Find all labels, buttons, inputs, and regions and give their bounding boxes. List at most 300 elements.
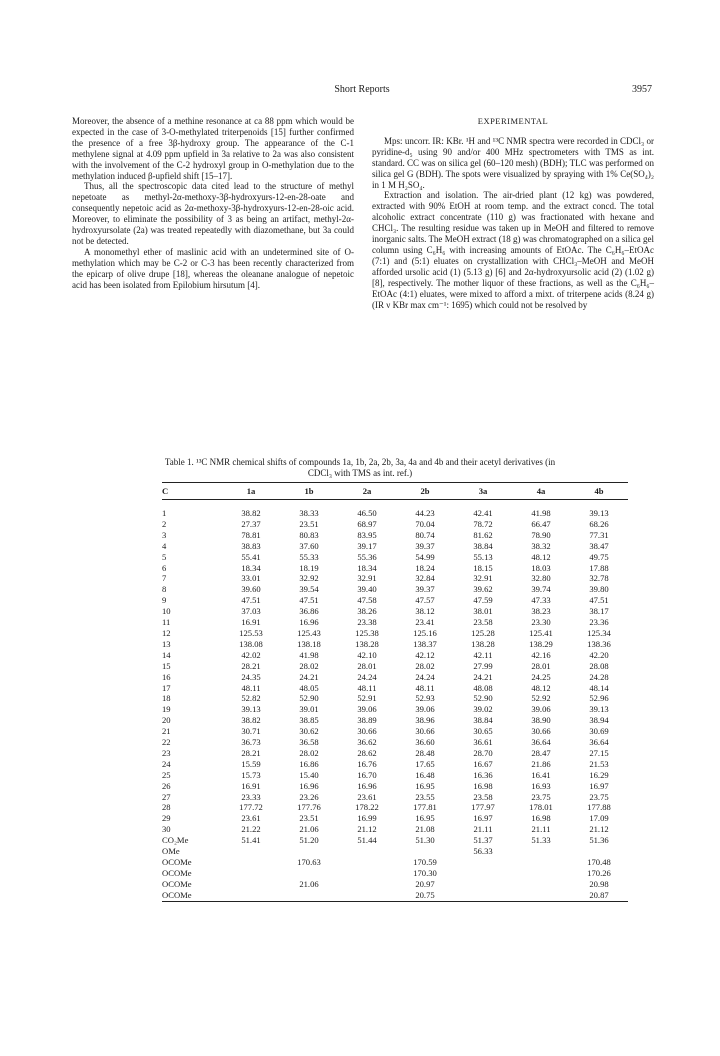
shift-value: 52.82 — [241, 693, 261, 704]
shift-value: 138.18 — [297, 638, 321, 649]
shift-value: 38.96 — [415, 715, 435, 726]
shift-value: 36.86 — [299, 606, 319, 617]
shift-value: 78.81 — [241, 529, 261, 540]
shift-value: 125.38 — [355, 627, 379, 638]
table-row — [162, 584, 628, 595]
shift-value — [222, 890, 280, 901]
shift-value: 15.59 — [241, 758, 261, 769]
shift-value: 16.29 — [589, 769, 609, 780]
shift-value: 28.48 — [415, 747, 435, 758]
shift-value: 16.91 — [241, 780, 261, 791]
carbon-label: 19 — [162, 704, 171, 715]
shift-value: 16.36 — [473, 769, 493, 780]
shift-value: 23.41 — [415, 617, 435, 628]
shift-value: 52.91 — [357, 693, 377, 704]
table-row — [162, 857, 628, 868]
table-row — [162, 530, 628, 541]
shift-value: 23.36 — [589, 617, 609, 628]
shift-value — [280, 846, 338, 857]
shift-value: 18.19 — [299, 562, 319, 573]
table-row — [162, 650, 628, 661]
shift-value: 36.60 — [415, 737, 435, 748]
carbon-label: 24 — [162, 758, 171, 769]
shift-value — [222, 868, 280, 879]
shift-value: 56.33 — [473, 846, 493, 857]
shift-value: 177.81 — [413, 802, 437, 813]
shift-value: 24.35 — [241, 671, 261, 682]
shift-value: 30.71 — [241, 726, 261, 737]
shift-value: 18.34 — [357, 562, 377, 573]
shift-value: 47.59 — [473, 595, 493, 606]
shift-value: 38.12 — [415, 606, 435, 617]
shift-value: 30.66 — [357, 726, 377, 737]
shift-value: 16.41 — [531, 769, 551, 780]
shift-value: 39.17 — [357, 540, 377, 551]
shift-value: 78.72 — [473, 518, 493, 529]
shift-value: 16.96 — [357, 780, 377, 791]
shift-value: 125.43 — [297, 627, 321, 638]
table-row — [162, 519, 628, 530]
shift-value: 47.51 — [241, 595, 261, 606]
shift-value: 51.37 — [473, 835, 493, 846]
carbon-label: 13 — [162, 638, 171, 649]
shift-value: 38.47 — [589, 540, 609, 551]
shift-value: 38.23 — [531, 606, 551, 617]
shift-value — [280, 890, 338, 901]
shift-value: 20.97 — [415, 878, 435, 889]
shift-value: 49.75 — [589, 551, 609, 562]
shift-value: 42.11 — [473, 649, 493, 660]
shift-value: 28.47 — [531, 747, 551, 758]
carbon-label: 12 — [162, 627, 171, 638]
shift-value: 39.06 — [415, 704, 435, 715]
shift-value: 36.62 — [357, 737, 377, 748]
shift-value: 23.58 — [473, 617, 493, 628]
table-header-row — [162, 483, 628, 500]
shift-value: 170.26 — [587, 867, 611, 878]
running-title: Short Reports — [334, 84, 390, 95]
shift-value: 41.98 — [531, 508, 551, 518]
shift-value: 38.82 — [241, 715, 261, 726]
shift-value — [338, 846, 396, 857]
shift-value: 21.08 — [415, 824, 435, 835]
shift-value: 41.98 — [299, 649, 319, 660]
shift-value: 32.91 — [357, 573, 377, 584]
shift-value: 47.51 — [589, 595, 609, 606]
shift-value: 78.90 — [531, 529, 551, 540]
table-row — [162, 835, 628, 846]
carbon-label: 16 — [162, 671, 171, 682]
shift-value: 38.32 — [531, 540, 551, 551]
carbon-label: OCOMe — [162, 890, 222, 901]
shift-value: 38.17 — [589, 606, 609, 617]
shift-value: 16.67 — [473, 758, 493, 769]
column-header: 4a — [512, 483, 570, 500]
shift-value: 51.36 — [589, 835, 609, 846]
section-heading: EXPERIMENTAL — [477, 116, 549, 126]
shift-value: 55.41 — [241, 551, 261, 562]
table-row — [162, 813, 628, 824]
shift-value — [396, 846, 454, 857]
shift-value: 47.57 — [415, 595, 435, 606]
shift-value: 68.26 — [589, 518, 609, 529]
shift-value: 27.99 — [473, 660, 493, 671]
carbon-label: 8 — [162, 584, 167, 595]
nmr-table — [162, 482, 628, 902]
table-row — [162, 824, 628, 835]
shift-value — [338, 857, 396, 868]
table-row — [162, 781, 628, 792]
shift-value: 18.24 — [415, 562, 435, 573]
shift-value: 177.97 — [471, 802, 495, 813]
shift-value: 16.95 — [415, 780, 435, 791]
carbon-label: 4 — [162, 540, 167, 551]
shift-value: 138.08 — [239, 638, 263, 649]
shift-value: 42.12 — [415, 649, 435, 660]
table-row — [162, 770, 628, 781]
carbon-label: 15 — [162, 660, 171, 671]
shift-value: 23.61 — [357, 791, 377, 802]
table-caption: Table 1. ¹³C NMR chemical shifts of compounds 1a, 1b, 2a, 2b, 3a, 4a and 4b and their acetyl derivatives (in CDCl₃ with TMS as int. ref.) — [164, 457, 556, 478]
shift-value: 28.02 — [415, 660, 435, 671]
carbon-label: 21 — [162, 726, 171, 737]
shift-value: 48.11 — [241, 682, 261, 693]
shift-value: 48.12 — [531, 682, 551, 693]
shift-value: 17.88 — [589, 562, 609, 573]
shift-value — [222, 879, 280, 890]
shift-value: 39.40 — [357, 584, 377, 595]
shift-value: 20.87 — [570, 890, 628, 901]
shift-value — [512, 846, 570, 857]
shift-value: 24.25 — [531, 671, 551, 682]
table-row — [162, 726, 628, 737]
table-row — [162, 792, 628, 803]
shift-value: 39.13 — [589, 704, 609, 715]
shift-value: 39.60 — [241, 584, 261, 595]
shift-value: 170.63 — [297, 857, 321, 867]
shift-value: 30.69 — [589, 726, 609, 737]
shift-value: 36.64 — [531, 737, 551, 748]
column-header: 1b — [280, 483, 338, 500]
shift-value: 177.72 — [239, 802, 263, 813]
shift-value: 39.62 — [473, 584, 493, 595]
shift-value: 24.28 — [589, 671, 609, 682]
shift-value: 42.02 — [241, 649, 261, 660]
shift-value: 16.99 — [357, 813, 377, 824]
shift-value: 18.34 — [241, 562, 261, 573]
shift-value: 32.84 — [415, 573, 435, 584]
spacer-cell — [162, 500, 628, 509]
shift-value: 170.59 — [413, 857, 437, 867]
shift-value: 52.90 — [299, 693, 319, 704]
shift-value: 32.91 — [473, 573, 493, 584]
shift-value — [338, 879, 396, 890]
table-row — [162, 715, 628, 726]
shift-value: 17.09 — [589, 813, 609, 824]
carbon-label: OCOMe — [162, 878, 192, 889]
column-header: 2a — [338, 483, 396, 500]
table-row — [162, 890, 628, 901]
shift-value: 177.88 — [587, 802, 611, 813]
carbon-label: 25 — [162, 769, 171, 780]
shift-value: 46.50 — [357, 508, 377, 518]
shift-value — [454, 879, 512, 890]
shift-value: 16.98 — [531, 813, 551, 824]
carbon-label: CO₂Me — [162, 835, 189, 846]
shift-value: 125.28 — [471, 627, 495, 638]
shift-value: 27.37 — [241, 518, 261, 529]
column-header: 4b — [570, 483, 628, 500]
shift-value: 51.44 — [357, 835, 377, 846]
shift-value: 23.55 — [415, 791, 435, 802]
shift-value: 32.78 — [589, 573, 609, 584]
shift-value: 16.96 — [299, 780, 319, 791]
table-row — [162, 541, 628, 552]
carbon-label: 18 — [162, 693, 171, 704]
shift-value: 21.06 — [299, 878, 319, 889]
carbon-label: OMe — [162, 846, 180, 857]
shift-value: 36.58 — [299, 737, 319, 748]
table-row — [162, 563, 628, 574]
shift-value: 36.61 — [473, 737, 493, 748]
shift-value: 68.97 — [357, 518, 377, 529]
carbon-label: 5 — [162, 551, 167, 562]
shift-value: 38.26 — [357, 606, 377, 617]
shift-value: 48.08 — [473, 682, 493, 693]
shift-value: 39.74 — [531, 584, 551, 595]
page-header — [72, 84, 652, 98]
shift-value: 39.80 — [589, 584, 609, 595]
table-row — [162, 879, 628, 890]
shift-value: 47.33 — [531, 595, 551, 606]
shift-value: 80.74 — [415, 529, 435, 540]
shift-value: 32.92 — [299, 573, 319, 584]
shift-value: 16.76 — [357, 758, 377, 769]
shift-value: 21.11 — [531, 824, 551, 835]
shift-value: 55.36 — [357, 551, 377, 562]
shift-value: 30.65 — [473, 726, 493, 737]
shift-value: 138.29 — [529, 638, 553, 649]
table-row — [162, 759, 628, 770]
shift-value: 178.22 — [355, 802, 379, 813]
table-row — [162, 552, 628, 563]
carbon-label: 6 — [162, 562, 167, 573]
carbon-label: 10 — [162, 606, 171, 617]
shift-value: 16.97 — [473, 813, 493, 824]
shift-value: 18.15 — [473, 562, 493, 573]
shift-value: 21.12 — [357, 824, 377, 835]
shift-value: 42.20 — [589, 649, 609, 660]
shift-value: 23.61 — [241, 813, 261, 824]
shift-value — [570, 846, 628, 857]
carbon-label: 1 — [162, 508, 167, 518]
table-row — [162, 868, 628, 879]
shift-value: 48.14 — [589, 682, 609, 693]
shift-value: 39.06 — [531, 704, 551, 715]
carbon-label: 30 — [162, 824, 171, 835]
column-header: C — [162, 483, 222, 500]
shift-value: 21.22 — [241, 824, 261, 835]
shift-value: 125.16 — [413, 627, 437, 638]
table-row — [162, 573, 628, 584]
column-header: 2b — [396, 483, 454, 500]
shift-value: 23.30 — [531, 617, 551, 628]
shift-value: 23.75 — [531, 791, 551, 802]
table-row — [162, 595, 628, 606]
table-row — [162, 606, 628, 617]
shift-value: 77.31 — [589, 529, 609, 540]
carbon-label: 22 — [162, 737, 171, 748]
carbon-label: OCOMe — [162, 857, 192, 867]
carbon-label: 23 — [162, 747, 171, 758]
shift-value: 28.02 — [299, 660, 319, 671]
shift-value: 15.40 — [299, 769, 319, 780]
shift-value: 66.47 — [531, 518, 551, 529]
paragraph: Thus, all the spectroscopic data cited lead to the structure of methyl nepetoate as methyl-2α-methoxy-3β-hydroxyurs-12-en-28-oate and consequently nepetoic acid as 2α-methoxy-3β-hydroxyurs-12-en-28-oic acid. Moreover, to eliminate the possibility of 3 as being an artifact, methyl-2α-hydroxyursolate (2a) was treated repeatedly with diazomethane, but 3a could not be detected. — [72, 181, 354, 246]
shift-value: 48.12 — [531, 551, 551, 562]
shift-value: 51.33 — [531, 835, 551, 846]
shift-value: 54.99 — [415, 551, 435, 562]
table-row — [162, 508, 628, 519]
shift-value: 48.11 — [357, 682, 377, 693]
shift-value — [222, 857, 280, 868]
shift-value: 52.96 — [589, 693, 609, 704]
table-row — [162, 672, 628, 683]
column-header: 1a — [222, 483, 280, 500]
shift-value: 38.01 — [473, 606, 493, 617]
shift-value: 38.83 — [241, 540, 261, 551]
shift-value: 16.97 — [589, 780, 609, 791]
shift-value: 30.66 — [531, 726, 551, 737]
table-spacer — [162, 500, 628, 509]
shift-value: 21.11 — [473, 824, 493, 835]
shift-value: 38.84 — [473, 715, 493, 726]
shift-value: 44.23 — [415, 508, 435, 518]
shift-value: 38.85 — [299, 715, 319, 726]
shift-value: 36.64 — [589, 737, 609, 748]
shift-value: 21.86 — [531, 758, 551, 769]
shift-value: 24.24 — [415, 671, 435, 682]
column-header: 3a — [454, 483, 512, 500]
carbon-label: 29 — [162, 813, 171, 824]
page-number: 3957 — [632, 84, 652, 95]
carbon-label: 28 — [162, 802, 171, 813]
shift-value — [454, 890, 512, 901]
carbon-label: 26 — [162, 780, 171, 791]
shift-value: 15.73 — [241, 769, 261, 780]
shift-value: 170.48 — [587, 857, 611, 867]
shift-value: 39.37 — [415, 584, 435, 595]
shift-value: 70.04 — [415, 518, 435, 529]
shift-value: 28.01 — [357, 660, 377, 671]
shift-value: 38.94 — [589, 715, 609, 726]
table-row — [162, 737, 628, 748]
carbon-label: 27 — [162, 791, 171, 802]
shift-value: 28.21 — [241, 660, 261, 671]
carbon-label: 2 — [162, 518, 167, 529]
shift-value: 177.76 — [297, 802, 321, 813]
shift-value: 23.51 — [299, 813, 319, 824]
table-row — [162, 628, 628, 639]
shift-value: 51.30 — [415, 835, 435, 846]
shift-value: 30.62 — [299, 726, 319, 737]
carbon-label: OCOMe — [162, 867, 192, 878]
shift-value: 138.28 — [355, 638, 379, 649]
carbon-label: 9 — [162, 595, 167, 606]
shift-value: 30.66 — [415, 726, 435, 737]
shift-value: 28.01 — [531, 660, 551, 671]
shift-value: 21.53 — [589, 758, 609, 769]
shift-value: 28.62 — [357, 747, 377, 758]
shift-value — [512, 868, 570, 879]
shift-value: 125.53 — [239, 627, 263, 638]
shift-value: 16.86 — [299, 758, 319, 769]
shift-value: 39.06 — [357, 704, 377, 715]
shift-value: 39.13 — [241, 704, 261, 715]
shift-value: 36.73 — [241, 737, 261, 748]
shift-value — [454, 868, 512, 879]
shift-value: 24.24 — [357, 671, 377, 682]
shift-value: 52.90 — [473, 693, 493, 704]
shift-value: 138.36 — [587, 638, 611, 649]
table-row — [162, 748, 628, 759]
shift-value: 125.41 — [529, 627, 553, 638]
shift-value — [280, 868, 338, 879]
table-row — [162, 802, 628, 813]
shift-value: 52.93 — [415, 693, 435, 704]
shift-value: 23.38 — [357, 617, 377, 628]
shift-value: 20.75 — [396, 890, 454, 901]
shift-value: 16.96 — [299, 617, 319, 628]
shift-value: 52.92 — [531, 693, 551, 704]
paragraph: A monomethyl ether of maslinic acid with an undetermined site of O-methylation which may be C-2 or C-3 has been recently characterized from the epicarp of olive drupe [18], whereas the oleanane analogue of nepetoic acid has been isolated from Epilobium hirsutum [4]. — [72, 246, 354, 290]
shift-value: 39.13 — [589, 508, 609, 518]
shift-value: 20.98 — [589, 878, 609, 889]
shift-value: 55.13 — [473, 551, 493, 562]
shift-value: 16.93 — [531, 780, 551, 791]
shift-value: 38.90 — [531, 715, 551, 726]
shift-value: 23.26 — [299, 791, 319, 802]
carbon-label: 17 — [162, 682, 171, 693]
shift-value: 28.21 — [241, 747, 261, 758]
shift-value: 16.98 — [473, 780, 493, 791]
table-row — [162, 693, 628, 704]
carbon-label: 3 — [162, 529, 167, 540]
shift-value — [338, 868, 396, 879]
shift-value: 17.65 — [415, 758, 435, 769]
shift-value: 42.16 — [531, 649, 551, 660]
paragraph: Extraction and isolation. The air-dried plant (12 kg) was powdered, extracted with 90% EtOH at room temp. and the extract concd. The total alcoholic extract concentrate (110 g) was fractionated with hexane and CHCl₃. The resulting residue was taken up in MeOH and filtered to remove inorganic salts. The MeOH extract (18 g) was chromatographed on a silica gel column using C₆H₆ with increasing amounts of EtOAc. The C₆H₆–EtOAc (7:1) and (5:1) eluates on crystallization with CHCl₃–MeOH and MeOH afforded ursolic acid (1) (5.13 g) [6] and 2α-hydroxyursolic acid (2) (1.02 g) [8], respectively. The mother liquor of these fractions, as well as the C₆H₆–EtOAc (4:1) eluates, were mixed to afford a mixt. of triterpene acids (8.24 g) (IR ν KBr max cm⁻¹: 1695) which could not be resolved by — [372, 190, 654, 310]
shift-value: 80.83 — [299, 529, 319, 540]
paragraph: Mps: uncorr. IR: KBr. ¹H and ¹³C NMR spectra were recorded in CDCl₃ or pyridine-d₅ using 90 and/or 400 MHz spectrometers with TMS as int. standard. CC was on silica gel (60–120 mesh) (BDH); TLC was performed on silica gel G (BDH). The spots were visualized by spraying with 1% Ce(SO₄)₂ in 1 M H₂SO₄. — [372, 135, 654, 190]
shift-value: 47.58 — [357, 595, 377, 606]
shift-value: 27.15 — [589, 747, 609, 758]
left-column — [72, 116, 354, 291]
shift-value: 39.02 — [473, 704, 493, 715]
shift-value: 38.33 — [299, 508, 319, 518]
shift-value: 178.01 — [529, 802, 553, 813]
shift-value: 39.37 — [415, 540, 435, 551]
shift-value — [338, 890, 396, 901]
shift-value: 21.06 — [299, 824, 319, 835]
shift-value: 28.70 — [473, 747, 493, 758]
shift-value: 39.54 — [299, 584, 319, 595]
shift-value: 38.89 — [357, 715, 377, 726]
table-row — [162, 639, 628, 650]
shift-value — [454, 857, 512, 868]
shift-value: 23.51 — [299, 518, 319, 529]
table-row — [162, 683, 628, 694]
